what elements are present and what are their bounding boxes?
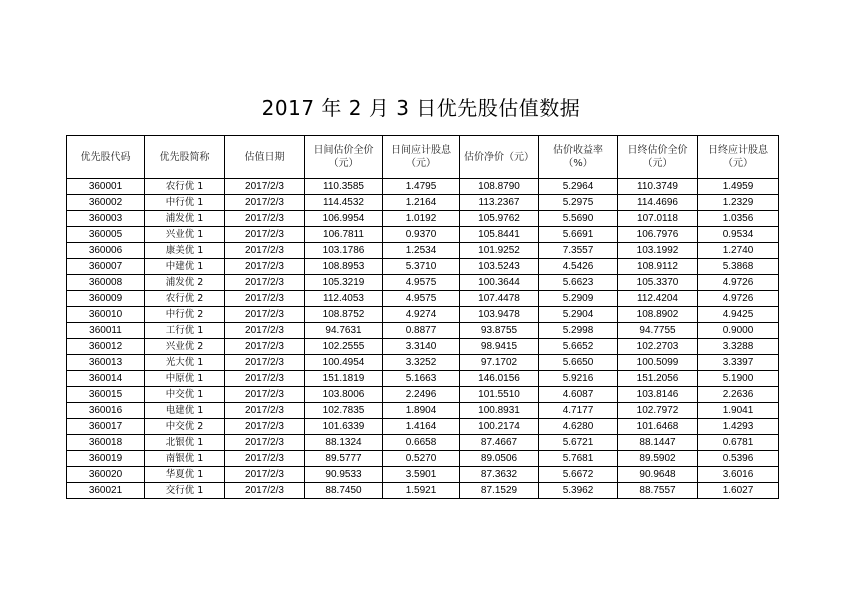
table-cell-intraday-accrued-dividend: 5.1663 <box>383 371 460 387</box>
table-cell-intraday-full-price: 108.8953 <box>305 259 383 275</box>
table-cell-name: 光大优 1 <box>145 355 225 371</box>
table-cell-date: 2017/2/3 <box>225 243 305 259</box>
table-cell-intraday-accrued-dividend: 1.0192 <box>383 211 460 227</box>
table-cell-code: 360013 <box>67 355 145 371</box>
table-cell-eod-accrued-dividend: 5.1900 <box>698 371 779 387</box>
table-cell-intraday-full-price: 88.1324 <box>305 435 383 451</box>
table-cell-date: 2017/2/3 <box>225 275 305 291</box>
table-cell-eod-accrued-dividend: 1.9041 <box>698 403 779 419</box>
table-cell-net-price: 113.2367 <box>460 195 539 211</box>
table-cell-date: 2017/2/3 <box>225 227 305 243</box>
table-cell-eod-full-price: 106.7976 <box>618 227 698 243</box>
table-cell-intraday-full-price: 112.4053 <box>305 291 383 307</box>
table-cell-date: 2017/2/3 <box>225 419 305 435</box>
column-header-unit: （元） <box>406 158 436 169</box>
table-row <box>67 211 779 227</box>
valuation-table <box>66 135 779 499</box>
column-header-eod-full-price <box>618 136 698 179</box>
table-cell-net-price: 87.3632 <box>460 467 539 483</box>
table-row <box>67 243 779 259</box>
table-cell-intraday-accrued-dividend: 0.6658 <box>383 435 460 451</box>
table-cell-yield: 5.5690 <box>539 211 618 227</box>
table-cell-intraday-full-price: 114.4532 <box>305 195 383 211</box>
table-cell-eod-full-price: 105.3370 <box>618 275 698 291</box>
table-cell-intraday-full-price: 110.3585 <box>305 179 383 195</box>
column-header-label: 日间估价全价 <box>313 145 374 156</box>
column-header-label: 估价净价（元） <box>464 151 534 163</box>
table-cell-net-price: 103.5243 <box>460 259 539 275</box>
table-cell-name: 兴业优 2 <box>145 339 225 355</box>
table-cell-eod-full-price: 102.2703 <box>618 339 698 355</box>
table-cell-eod-accrued-dividend: 1.2740 <box>698 243 779 259</box>
table-cell-yield: 5.6721 <box>539 435 618 451</box>
table-cell-intraday-full-price: 106.9954 <box>305 211 383 227</box>
table-cell-eod-full-price: 90.9648 <box>618 467 698 483</box>
table-cell-code: 360006 <box>67 243 145 259</box>
table-cell-date: 2017/2/3 <box>225 483 305 499</box>
table-cell-code: 360010 <box>67 307 145 323</box>
table-cell-yield: 4.7177 <box>539 403 618 419</box>
table-cell-eod-full-price: 108.9112 <box>618 259 698 275</box>
table-cell-date: 2017/2/3 <box>225 323 305 339</box>
column-header-intraday-accrued-dividend <box>383 136 460 179</box>
table-cell-code: 360003 <box>67 211 145 227</box>
table-cell-date: 2017/2/3 <box>225 195 305 211</box>
table-row <box>67 195 779 211</box>
table-cell-intraday-accrued-dividend: 1.4164 <box>383 419 460 435</box>
table-cell-intraday-accrued-dividend: 1.4795 <box>383 179 460 195</box>
table-cell-net-price: 98.9415 <box>460 339 539 355</box>
column-header-unit: （%） <box>563 158 593 169</box>
table-cell-intraday-accrued-dividend: 1.2534 <box>383 243 460 259</box>
table-cell-eod-full-price: 88.7557 <box>618 483 698 499</box>
column-header-net-price <box>460 136 539 179</box>
table-cell-yield: 5.2964 <box>539 179 618 195</box>
table-cell-eod-accrued-dividend: 0.6781 <box>698 435 779 451</box>
table-cell-net-price: 97.1702 <box>460 355 539 371</box>
column-header-intraday-full-price <box>305 136 383 179</box>
table-cell-yield: 5.6672 <box>539 467 618 483</box>
table-cell-eod-accrued-dividend: 4.9425 <box>698 307 779 323</box>
table-cell-net-price: 101.5510 <box>460 387 539 403</box>
table-cell-yield: 5.2998 <box>539 323 618 339</box>
column-header-unit: （元） <box>642 158 673 169</box>
column-header-label: 日终应计股息 <box>708 145 768 156</box>
table-cell-name: 南银优 1 <box>145 451 225 467</box>
table-cell-date: 2017/2/3 <box>225 355 305 371</box>
table-cell-yield: 4.6280 <box>539 419 618 435</box>
table-cell-eod-full-price: 89.5902 <box>618 451 698 467</box>
table-cell-code: 360014 <box>67 371 145 387</box>
table-cell-yield: 5.2975 <box>539 195 618 211</box>
table-cell-net-price: 87.4667 <box>460 435 539 451</box>
table-cell-yield: 5.2909 <box>539 291 618 307</box>
table-row <box>67 467 779 483</box>
table-row <box>67 371 779 387</box>
table-cell-name: 兴业优 1 <box>145 227 225 243</box>
table-row <box>67 355 779 371</box>
table-cell-intraday-accrued-dividend: 0.5270 <box>383 451 460 467</box>
table-cell-yield: 5.6652 <box>539 339 618 355</box>
column-header-unit: （元） <box>328 158 359 169</box>
table-cell-eod-full-price: 110.3749 <box>618 179 698 195</box>
table-cell-eod-full-price: 94.7755 <box>618 323 698 339</box>
table-cell-eod-accrued-dividend: 1.6027 <box>698 483 779 499</box>
table-cell-intraday-accrued-dividend: 3.3140 <box>383 339 460 355</box>
table-cell-eod-accrued-dividend: 3.3397 <box>698 355 779 371</box>
table-cell-net-price: 146.0156 <box>460 371 539 387</box>
table-cell-net-price: 93.8755 <box>460 323 539 339</box>
table-cell-eod-full-price: 112.4204 <box>618 291 698 307</box>
table-cell-eod-accrued-dividend: 1.4959 <box>698 179 779 195</box>
column-header-date <box>225 136 305 179</box>
table-cell-eod-accrued-dividend: 2.2636 <box>698 387 779 403</box>
table-row <box>67 323 779 339</box>
table-cell-eod-accrued-dividend: 4.9726 <box>698 275 779 291</box>
table-cell-eod-accrued-dividend: 1.0356 <box>698 211 779 227</box>
table-cell-name: 中原优 1 <box>145 371 225 387</box>
table-cell-intraday-full-price: 105.3219 <box>305 275 383 291</box>
table-cell-eod-accrued-dividend: 1.2329 <box>698 195 779 211</box>
table-row <box>67 307 779 323</box>
table-cell-eod-full-price: 151.2056 <box>618 371 698 387</box>
table-cell-intraday-full-price: 88.7450 <box>305 483 383 499</box>
table-cell-yield: 5.9216 <box>539 371 618 387</box>
table-cell-intraday-full-price: 100.4954 <box>305 355 383 371</box>
table-cell-date: 2017/2/3 <box>225 179 305 195</box>
table-cell-name: 中建优 1 <box>145 259 225 275</box>
table-cell-name: 交行优 1 <box>145 483 225 499</box>
column-header-yield <box>539 136 618 179</box>
table-cell-intraday-full-price: 102.7835 <box>305 403 383 419</box>
table-row <box>67 227 779 243</box>
table-row <box>67 483 779 499</box>
table-cell-net-price: 107.4478 <box>460 291 539 307</box>
table-cell-code: 360009 <box>67 291 145 307</box>
table-cell-code: 360018 <box>67 435 145 451</box>
table-row <box>67 179 779 195</box>
table-cell-intraday-accrued-dividend: 1.8904 <box>383 403 460 419</box>
column-header-label: 估值日期 <box>244 151 285 163</box>
table-header-row <box>67 136 779 179</box>
column-header-label: 日终估价全价 <box>627 145 688 156</box>
table-cell-intraday-accrued-dividend: 3.5901 <box>383 467 460 483</box>
table-cell-code: 360012 <box>67 339 145 355</box>
table-cell-net-price: 101.9252 <box>460 243 539 259</box>
table-cell-intraday-full-price: 90.9533 <box>305 467 383 483</box>
table-cell-intraday-full-price: 89.5777 <box>305 451 383 467</box>
table-cell-intraday-full-price: 102.2555 <box>305 339 383 355</box>
page-title: 2017 年 2 月 3 日优先股估值数据 <box>261 96 581 120</box>
table-cell-intraday-full-price: 106.7811 <box>305 227 383 243</box>
table-cell-net-price: 87.1529 <box>460 483 539 499</box>
table-cell-code: 360017 <box>67 419 145 435</box>
column-header-unit: （元） <box>723 158 753 169</box>
table-cell-date: 2017/2/3 <box>225 451 305 467</box>
table-cell-name: 农行优 2 <box>145 291 225 307</box>
table-cell-name: 浦发优 2 <box>145 275 225 291</box>
table-cell-net-price: 108.8790 <box>460 179 539 195</box>
table-cell-eod-accrued-dividend: 0.9534 <box>698 227 779 243</box>
table-cell-net-price: 100.2174 <box>460 419 539 435</box>
table-cell-name: 农行优 1 <box>145 179 225 195</box>
table-cell-eod-full-price: 103.1992 <box>618 243 698 259</box>
table-cell-intraday-accrued-dividend: 0.9370 <box>383 227 460 243</box>
table-cell-net-price: 105.9762 <box>460 211 539 227</box>
table-cell-name: 康美优 1 <box>145 243 225 259</box>
column-header-eod-accrued-dividend <box>698 136 779 179</box>
table-row <box>67 435 779 451</box>
table-cell-eod-accrued-dividend: 3.6016 <box>698 467 779 483</box>
table-row <box>67 451 779 467</box>
table-row <box>67 275 779 291</box>
table-cell-name: 华夏优 1 <box>145 467 225 483</box>
table-cell-code: 360005 <box>67 227 145 243</box>
table-cell-date: 2017/2/3 <box>225 291 305 307</box>
table-cell-yield: 5.6650 <box>539 355 618 371</box>
table-cell-yield: 5.3962 <box>539 483 618 499</box>
table-cell-eod-accrued-dividend: 1.4293 <box>698 419 779 435</box>
table-cell-eod-accrued-dividend: 3.3288 <box>698 339 779 355</box>
table-row <box>67 259 779 275</box>
table-cell-code: 360015 <box>67 387 145 403</box>
table-cell-date: 2017/2/3 <box>225 211 305 227</box>
column-header-label: 估价收益率 <box>553 145 603 156</box>
table-cell-eod-full-price: 100.5099 <box>618 355 698 371</box>
table-cell-intraday-full-price: 101.6339 <box>305 419 383 435</box>
table-cell-name: 电建优 1 <box>145 403 225 419</box>
table-cell-code: 360011 <box>67 323 145 339</box>
column-header-name <box>145 136 225 179</box>
table-cell-date: 2017/2/3 <box>225 467 305 483</box>
table-cell-yield: 7.3557 <box>539 243 618 259</box>
table-row <box>67 387 779 403</box>
table-cell-yield: 5.7681 <box>539 451 618 467</box>
table-cell-eod-accrued-dividend: 0.5396 <box>698 451 779 467</box>
table-cell-date: 2017/2/3 <box>225 435 305 451</box>
table-row <box>67 339 779 355</box>
table-cell-intraday-full-price: 151.1819 <box>305 371 383 387</box>
table-cell-intraday-accrued-dividend: 2.2496 <box>383 387 460 403</box>
table-cell-eod-full-price: 103.8146 <box>618 387 698 403</box>
table-cell-name: 浦发优 1 <box>145 211 225 227</box>
table-body <box>67 179 779 499</box>
table-cell-intraday-accrued-dividend: 0.8877 <box>383 323 460 339</box>
table-cell-intraday-accrued-dividend: 4.9575 <box>383 291 460 307</box>
table-cell-eod-full-price: 108.8902 <box>618 307 698 323</box>
table-cell-name: 中行优 2 <box>145 307 225 323</box>
table-cell-net-price: 100.3644 <box>460 275 539 291</box>
table-cell-eod-full-price: 114.4696 <box>618 195 698 211</box>
table-cell-code: 360008 <box>67 275 145 291</box>
table-cell-eod-full-price: 88.1447 <box>618 435 698 451</box>
table-cell-yield: 4.5426 <box>539 259 618 275</box>
table-cell-code: 360001 <box>67 179 145 195</box>
table-cell-code: 360016 <box>67 403 145 419</box>
table-row <box>67 291 779 307</box>
table-cell-net-price: 103.9478 <box>460 307 539 323</box>
table-row <box>67 419 779 435</box>
table-cell-name: 中行优 1 <box>145 195 225 211</box>
table-cell-intraday-accrued-dividend: 5.3710 <box>383 259 460 275</box>
table-cell-net-price: 89.0506 <box>460 451 539 467</box>
table-cell-net-price: 100.8931 <box>460 403 539 419</box>
table-cell-eod-full-price: 101.6468 <box>618 419 698 435</box>
table-cell-name: 中交优 1 <box>145 387 225 403</box>
table-cell-date: 2017/2/3 <box>225 259 305 275</box>
table-cell-intraday-full-price: 94.7631 <box>305 323 383 339</box>
table-cell-date: 2017/2/3 <box>225 307 305 323</box>
table-cell-code: 360020 <box>67 467 145 483</box>
table-cell-yield: 5.2904 <box>539 307 618 323</box>
table-cell-eod-full-price: 107.0118 <box>618 211 698 227</box>
table-cell-yield: 5.6691 <box>539 227 618 243</box>
table-cell-intraday-accrued-dividend: 3.3252 <box>383 355 460 371</box>
table-cell-eod-full-price: 102.7972 <box>618 403 698 419</box>
column-header-label: 日间应计股息 <box>391 145 451 156</box>
table-cell-yield: 5.6623 <box>539 275 618 291</box>
table-row <box>67 403 779 419</box>
table-cell-name: 中交优 2 <box>145 419 225 435</box>
table-cell-date: 2017/2/3 <box>225 371 305 387</box>
table-cell-code: 360021 <box>67 483 145 499</box>
table-cell-eod-accrued-dividend: 5.3868 <box>698 259 779 275</box>
table-cell-eod-accrued-dividend: 4.9726 <box>698 291 779 307</box>
table-cell-date: 2017/2/3 <box>225 339 305 355</box>
table-cell-intraday-full-price: 103.1786 <box>305 243 383 259</box>
table-cell-yield: 4.6087 <box>539 387 618 403</box>
table-cell-intraday-accrued-dividend: 4.9575 <box>383 275 460 291</box>
table-cell-net-price: 105.8441 <box>460 227 539 243</box>
column-header-code <box>67 136 145 179</box>
table-cell-name: 工行优 1 <box>145 323 225 339</box>
table-cell-intraday-accrued-dividend: 4.9274 <box>383 307 460 323</box>
table-cell-date: 2017/2/3 <box>225 387 305 403</box>
table-cell-code: 360019 <box>67 451 145 467</box>
column-header-label: 优先股代码 <box>80 151 131 163</box>
table-cell-code: 360007 <box>67 259 145 275</box>
table-cell-intraday-full-price: 103.8006 <box>305 387 383 403</box>
table-cell-code: 360002 <box>67 195 145 211</box>
table-cell-intraday-full-price: 108.8752 <box>305 307 383 323</box>
table-cell-date: 2017/2/3 <box>225 403 305 419</box>
table-cell-intraday-accrued-dividend: 1.5921 <box>383 483 460 499</box>
table-cell-intraday-accrued-dividend: 1.2164 <box>383 195 460 211</box>
table-cell-eod-accrued-dividend: 0.9000 <box>698 323 779 339</box>
table-cell-name: 北银优 1 <box>145 435 225 451</box>
column-header-label: 优先股简称 <box>159 151 210 163</box>
